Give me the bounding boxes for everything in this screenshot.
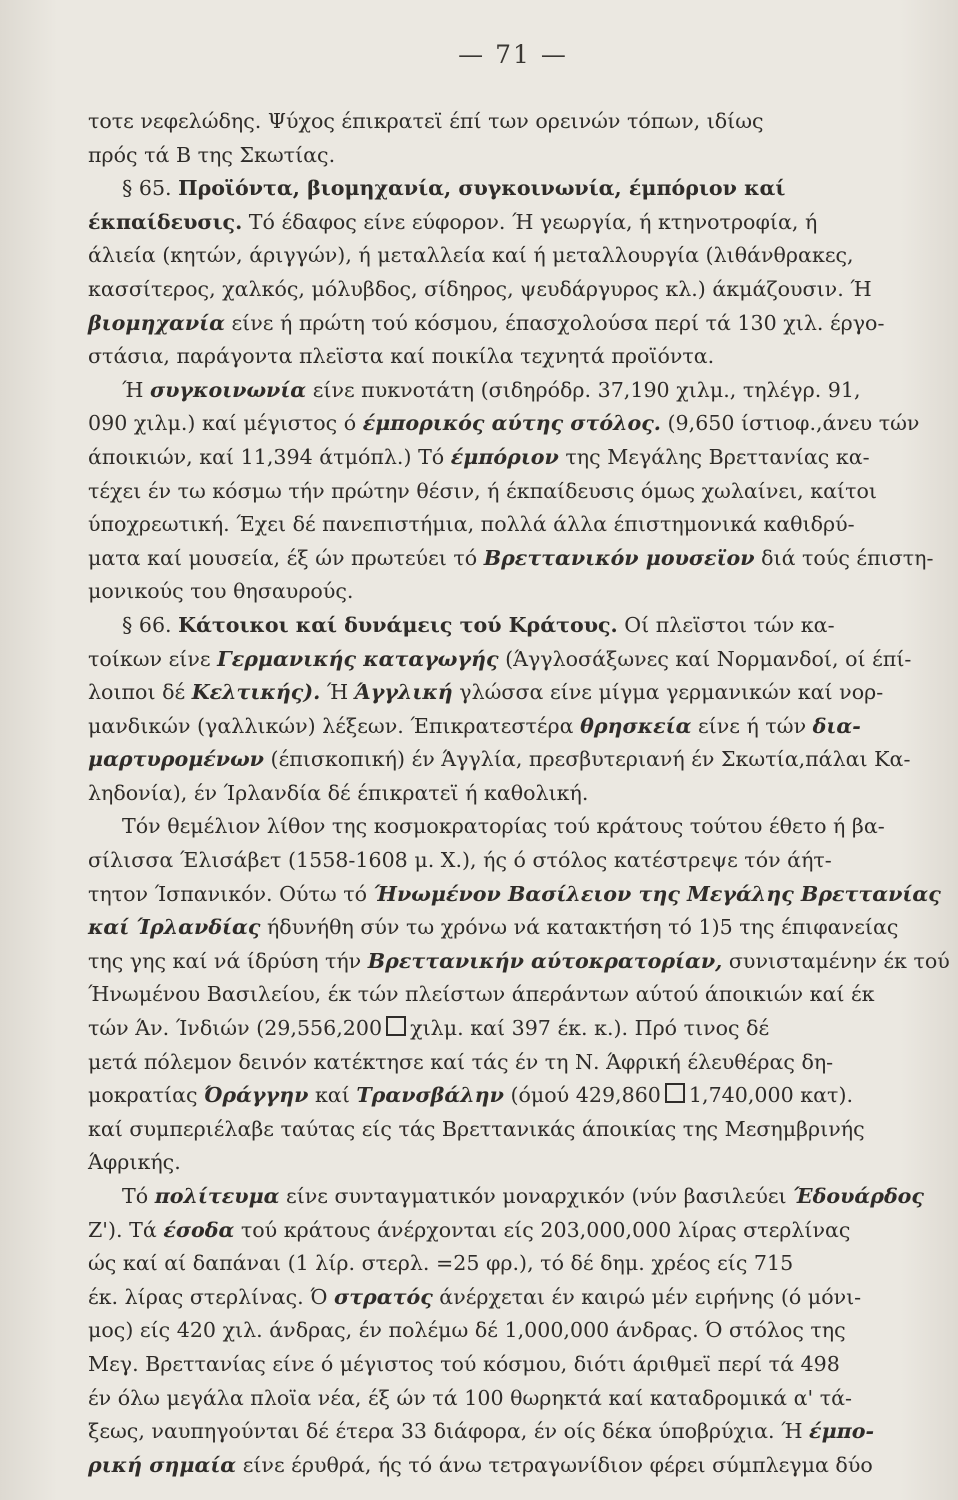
square-symbol-icon [386,1016,406,1036]
text-line: τέχει έν τω κόσμω τήν πρώτην θέσιν, ή έκπαίδευσις όμως χωλαίνει, καίτοι [88,478,877,503]
text-line: της γης καί νά ίδρύση τήν Βρεττανικήν αύτοκρατορίαν, συνισταμένην έκ τού [88,948,950,973]
text-line: Άφρικής. [88,1150,181,1175]
text-line: Ήνωμένου Βασιλείου, έκ τών πλείστων άπεράντων αύτού άποικιών καί έκ [88,982,875,1007]
text-line: μαρτυρομένων (έπισκοπική) έν Άγγλία, πρεσβυτεριανή έν Σκωτία,πάλαι Κα- [88,747,911,772]
text-line: Ή συγκοινωνία είνε πυκνοτάτη (σιδηρόδρ. 37,190 χιλμ., τηλέγρ. 91, [122,377,861,402]
text-line: μονικούς του θησαυρούς. [88,579,354,604]
text-line: Μεγ. Βρεττανίας είνε ό μέγιστος τού κόσμου, διότι άριθμεϊ περί τά 498 [88,1351,840,1376]
text-line: ληδονία), έν Ίρλανδία δέ έπικρατεϊ ή καθολική. [88,780,589,805]
text-line: ματα καί μουσεία, έξ ών πρωτεύει τό Βρεττανικόν μουσεϊον διά τούς έπιστη- [88,545,934,570]
text-line: τών Άν. Ίνδιών (29,556,200 χιλμ. καί 397 έκ. κ.). Πρό τινος δέ [88,1016,770,1041]
page-number: — 71 — [458,40,568,69]
text-line: ξεως, ναυπηγούνται δέ έτερα 33 διάφορα, έν οίς δέκα ύποβρύχια. Ή έμπο- [88,1419,874,1444]
text-line: τοίκων είνε Γερμανικής καταγωγής (Άγγλοσάξωνες καί Νορμανδοί, οί έπί- [88,646,912,671]
text-line: ώς καί αί δαπάναι (1 λίρ. στερλ. =25 φρ.), τό δέ δημ. χρέος είς 715 [88,1251,794,1276]
body-text [88,105,950,1482]
square-symbol-icon [665,1083,685,1103]
text-line: Τόν θεμέλιον λίθον της κοσμοκρατορίας τού κράτους τούτου έθετο ή βα- [122,814,885,839]
text-line: λοιποι δέ Κελτικής). Ή Άγγλική γλώσσα είνε μίγμα γερμανικών καί νορ- [88,680,884,705]
text-line: ύποχρεωτική. Έχει δέ πανεπιστήμια, πολλά άλλα έπιστημονικά καθιδρύ- [88,512,855,537]
section-heading-66: § 66. Κάτοικοι καί δυνάμεις τού Κράτους. Οί πλεϊστοι τών κα- [122,612,835,637]
text-line: μοκρατίας Όράγγην καί Τρανσβάλην (όμού 429,860 1,740,000 κατ). [88,1083,854,1108]
text-line: έν όλω μεγάλα πλοϊα νέα, έξ ών τά 100 θωρηκτά καί καταδρομικά α' τά- [88,1385,852,1410]
text-line: πρός τά Β της Σκωτίας. [88,142,336,167]
text-line: στάσια, παράγοντα πλεϊστα καί ποικίλα τεχνητά προϊόντα. [88,344,715,369]
text-line: σίλισσα Έλισάβετ (1558-1608 μ. Χ.), ής ό στόλος κατέστρεψε τόν άήτ- [88,848,832,873]
text-line: άλιεία (κητών, άριγγών), ή μεταλλεία καί ή μεταλλουργία (λιθάνθρακες, [88,243,854,268]
text-line: τοτε νεφελώδης. Ψύχος έπικρατεϊ έπί των ορεινών τόπων, ιδίως [88,109,764,133]
text-line: μανδικών (γαλλικών) λέξεων. Έπικρατεστέρα θρησκεία είνε ή τών δια- [88,713,861,738]
text-line: Τό πολίτευμα είνε συνταγματικόν μοναρχικόν (νύν βασιλεύει Έδουάρδος [122,1184,924,1208]
text-line: βιομηχανία είνε ή πρώτη τού κόσμου, έπασχολούσα περί τά 130 χιλ. έργο- [88,310,885,335]
text-line: καί συμπεριέλαβε ταύτας είς τάς Βρεττανικάς άποικίας της Μεσημβρινής [88,1116,865,1141]
text-line: άποικιών, καί 11,394 άτμόπλ.) Τό έμπόριον της Μεγάλης Βρεττανίας κα- [88,444,870,469]
text-line: έκ. λίρας στερλίνας. Ό στρατός άνέρχεται έν καιρώ μέν ειρήνης (ό μόνι- [88,1284,862,1309]
text-line: ρική σημαία είνε έρυθρά, ής τό άνω τετραγωνίδιον φέρει σύμπλεγμα δύο [88,1452,873,1477]
text-line: μετά πόλεμον δεινόν κατέκτησε καί τάς έν τη Ν. Άφρική έλευθέρας δη- [88,1049,834,1074]
text-line: τητον Ίσπανικόν. Ούτω τό Ήνωμένον Βασίλειον της Μεγάλης Βρεττανίας [88,881,941,906]
text-line: μος) είς 420 χιλ. άνδρας, έν πολέμω δέ 1,000,000 άνδρας. Ό στόλος της [88,1318,846,1343]
text-line: καί Ίρλανδίας ήδυνήθη σύν τω χρόνω νά κατακτήση τό 1)5 της έπιφανείας [88,915,899,940]
text-line: έκπαίδευσις. Τό έδαφος είνε εύφορον. Ή γεωργία, ή κτηνοτροφία, ή [88,209,818,234]
text-line: 090 χιλμ.) καί μέγιστος ό έμπορικός αύτης στόλος. (9,650 ίστιοφ.,άνευ τών [88,411,920,436]
text-line: κασσίτερος, χαλκός, μόλυβδος, σίδηρος, ψευδάργυρος κλ.) άκμάζουσιν. Ή [88,276,872,301]
section-heading-65: § 65. Προϊόντα, βιομηχανία, συγκοινωνία, έμπόριον καί [122,176,786,201]
text-line: Ζ'). Τά έσοδα τού κράτους άνέρχονται είς 203,000,000 λίρας στερλίνας [88,1217,851,1242]
